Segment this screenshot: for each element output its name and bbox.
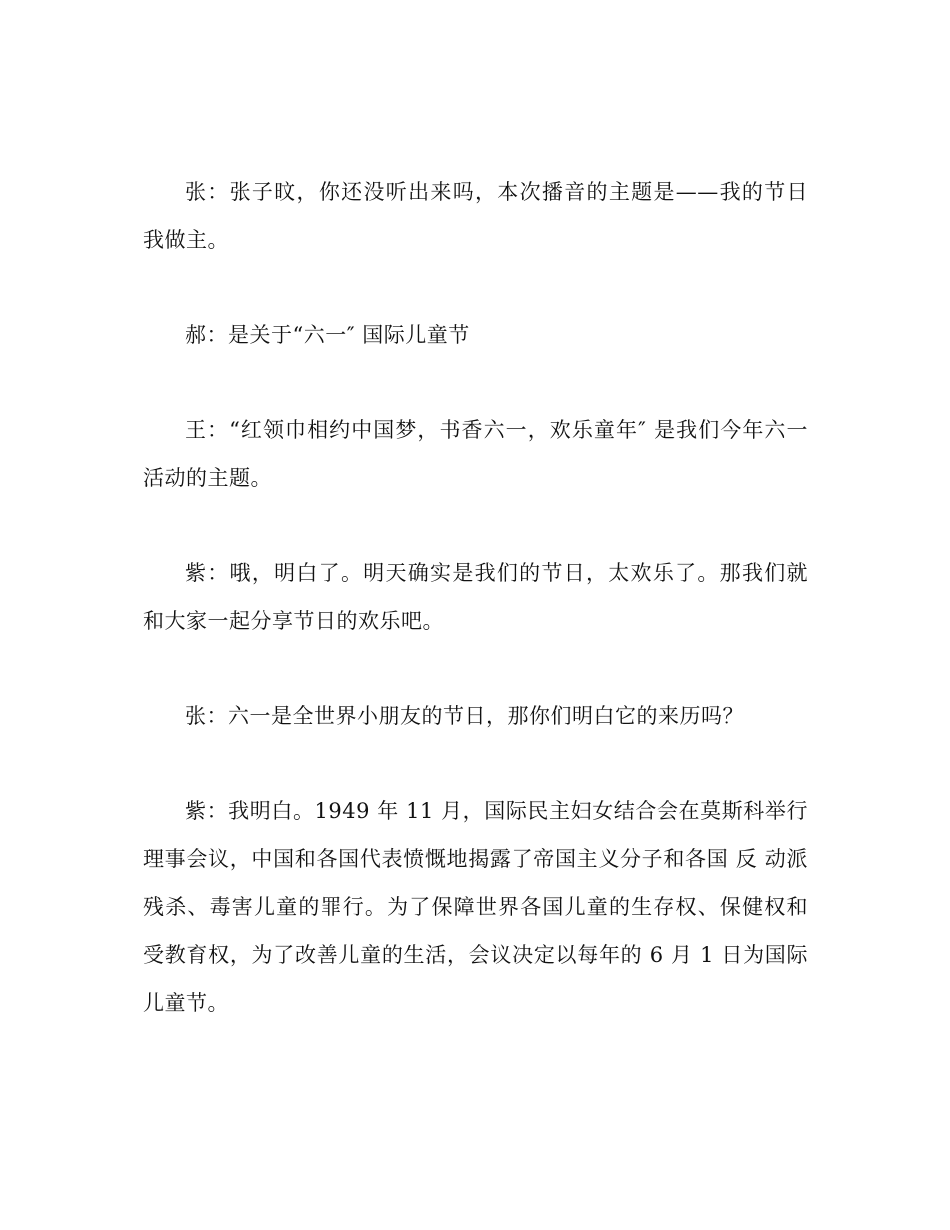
dialogue-paragraph-2: 郝：是关于“六一″ 国际儿童节 [185,323,470,347]
document-body [143,168,808,1027]
dialogue-paragraph-3: 王：“红领巾相约中国梦，书香六一，欢乐童年″ 是我们今年六一活动的主题。 [143,418,808,490]
dialogue-paragraph-5: 张：六一是全世界小朋友的节日，那你们明白它的来历吗？ [185,704,744,728]
dialogue-paragraph-6: 紫：我明白。1949 年 11 月，国际民主妇女结合会在莫斯科举行理事会议，中国和各国代表愤慨地揭露了帝国主义分子和各国 反 动派 残杀、毒害儿童的罪行。为了保障世界各国儿童的生存权、保健权和受教育权，为了改善儿童的生活，会议决定以每年的 6 月 1 日为国际儿童节。 [143,799,808,1015]
dialogue-paragraph-4: 紫：哦，明白了。明天确实是我们的节日，太欢乐了。那我们就和大家一起分享节日的欢乐吧。 [143,561,808,633]
dialogue-paragraph-1: 张：张子旼，你还没听出来吗，本次播音的主题是——我的节日我做主。 [143,180,808,252]
